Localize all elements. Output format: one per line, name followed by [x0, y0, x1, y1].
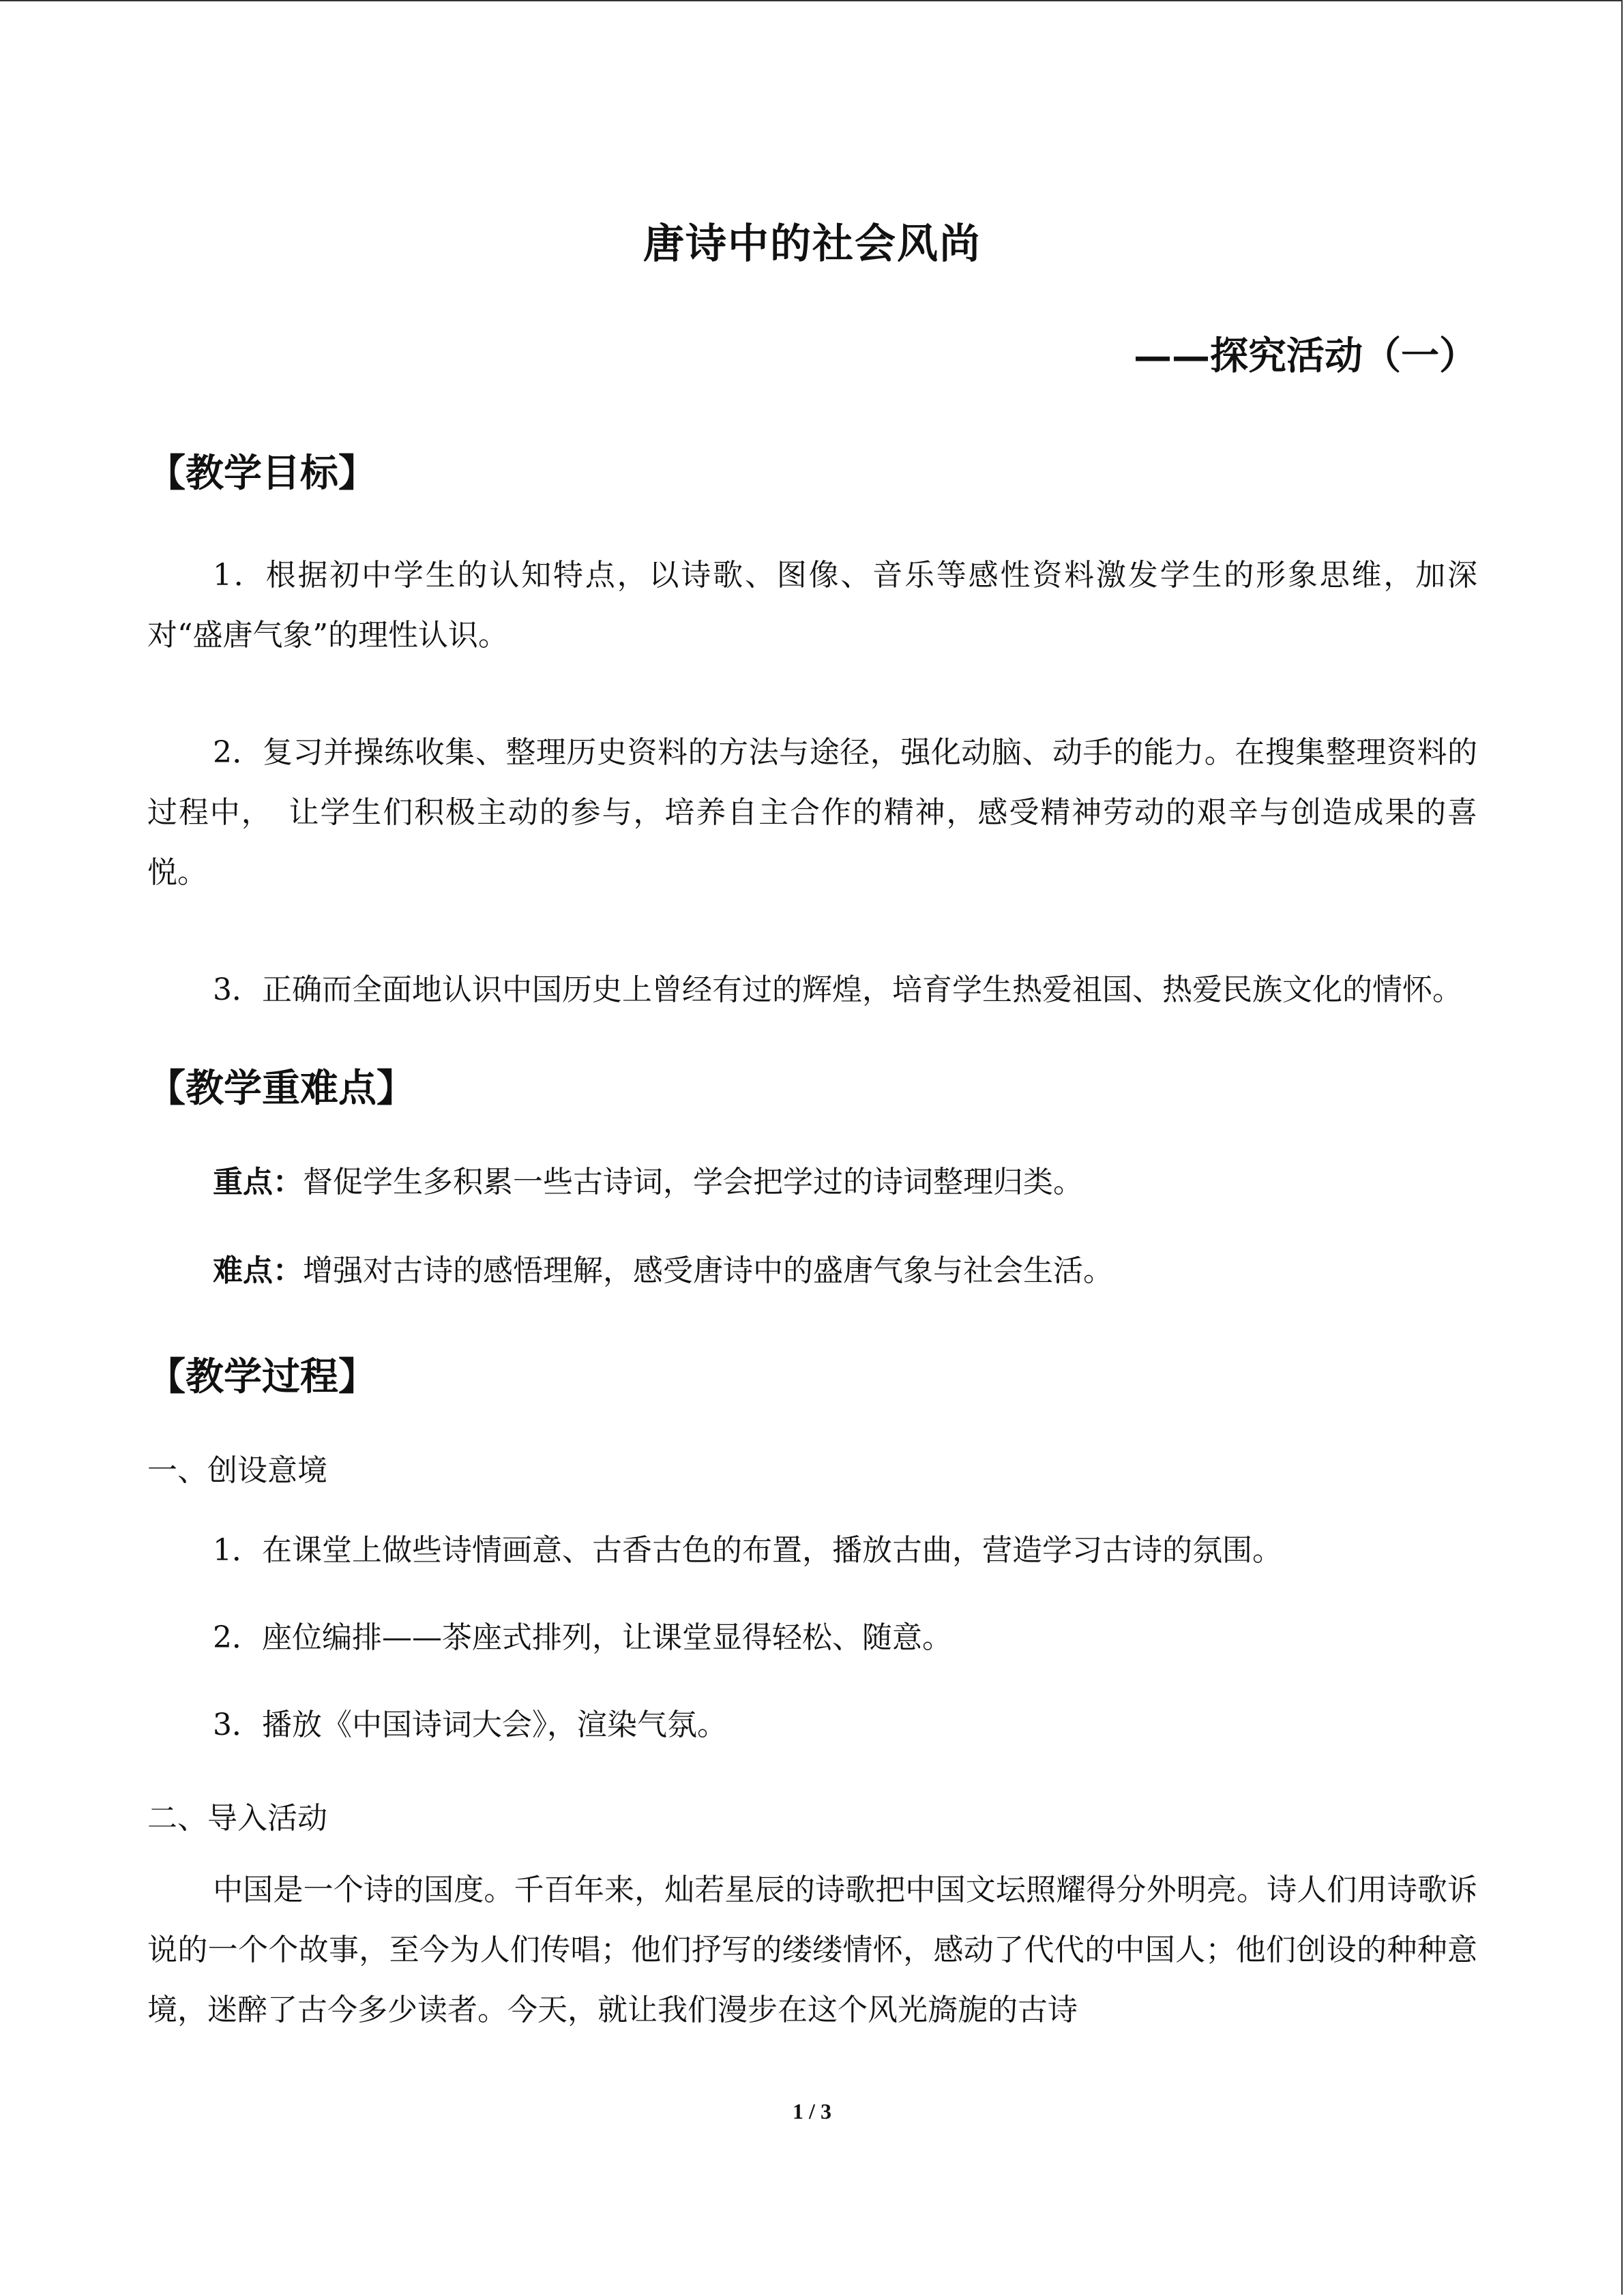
objectives-heading: 【教学目标】 [147, 451, 377, 496]
objective-item-3: 3．正确而全面地认识中国历史上曾经有过的辉煌，培育学生热爱祖国、热爱民族文化的情怀。 [213, 972, 1462, 1007]
process-part1-item-2: 2．座位编排——茶座式排列，让课堂显得轻松、随意。 [213, 1620, 952, 1655]
focus-label: 重点： [213, 1165, 303, 1199]
objective-item-2: 2．复习并操练收集、整理历史资料的方法与途径，强化动脑、动手的能力。在搜集整理资料的过程中， 让学生们积极主动的参与，培养自主合作的精神，感受精神劳动的艰辛与创造成果的喜悦。 [147, 735, 1477, 890]
difficulty-label: 难点： [213, 1253, 303, 1288]
process-part2-heading: 二、导入活动 [147, 1801, 327, 1836]
process-part1-heading: 一、创设意境 [147, 1453, 327, 1488]
objective-item-1: 1．根据初中学生的认知特点，以诗歌、图像、音乐等感性资料激发学生的形象思维，加深对“盛唐气象”的理性认识。 [147, 558, 1477, 653]
document-title: 唐诗中的社会风尚 [643, 220, 981, 268]
process-part1-item-1: 1．在课堂上做些诗情画意、古香古色的布置，播放古曲，营造学习古诗的氛围。 [213, 1533, 1282, 1568]
process-part1-item-3: 3．播放《中国诗词大会》，渲染气氛。 [213, 1708, 727, 1742]
page-number: 1 / 3 [793, 2099, 831, 2123]
process-part2-text: 中国是一个诗的国度。千百年来，灿若星辰的诗歌把中国文坛照耀得分外明亮。诗人们用诗歌诉说的一个个故事，至今为人们传唱；他们抒写的缕缕情怀，感动了代代的中国人；他们创设的种种意境，迷醉了古今多少读者。今天，就让我们漫步在这个风光旖旎的古诗 [147, 1873, 1477, 2027]
difficulty-point [147, 1241, 1477, 1301]
document-subtitle: ——探究活动（一） [1134, 333, 1477, 378]
focus-point [147, 1152, 1477, 1212]
difficulty-text: 增强对古诗的感悟理解，感受唐诗中的盛唐气象与社会生活。 [303, 1253, 1113, 1288]
process-heading: 【教学过程】 [147, 1354, 377, 1399]
focus-text: 督促学生多积累一些古诗词，学会把学过的诗词整理归类。 [303, 1165, 1083, 1199]
key-points-heading: 【教学重难点】 [147, 1066, 415, 1111]
